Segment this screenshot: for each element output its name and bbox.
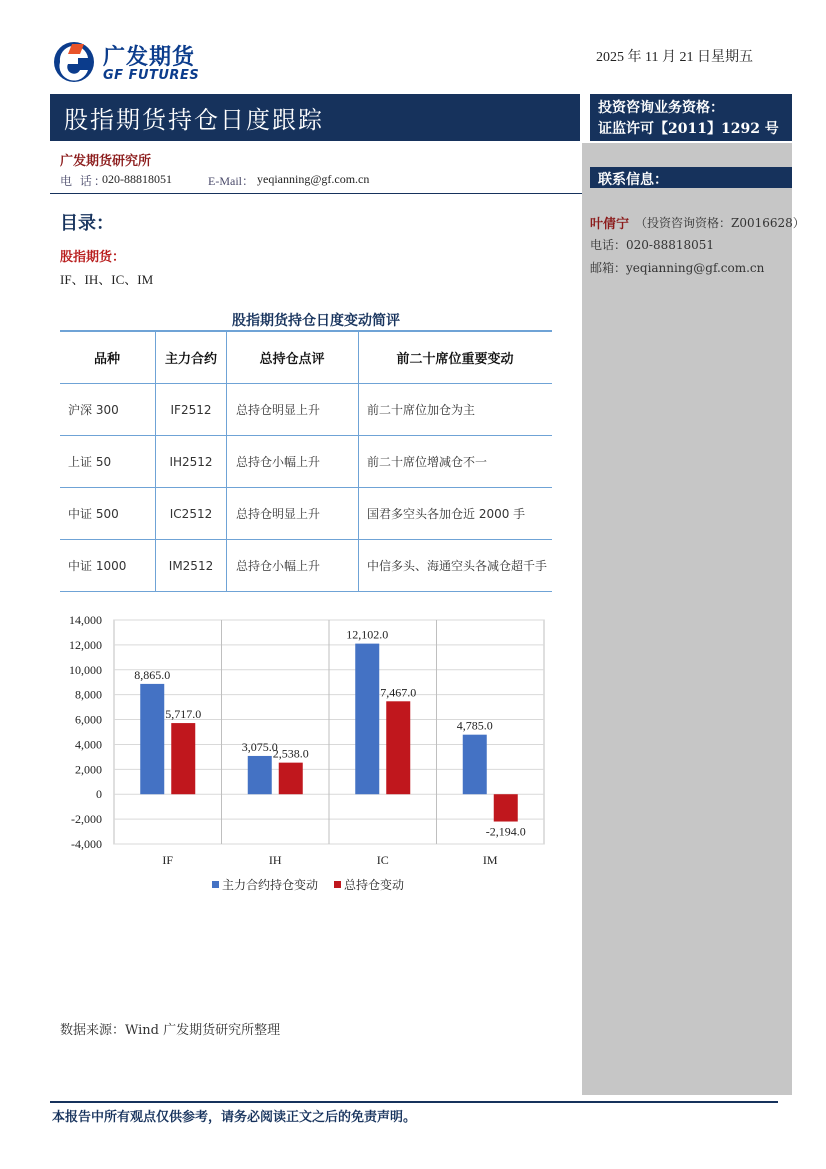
footer-divider [50, 1101, 778, 1103]
data-label: 5,717.0 [165, 707, 202, 722]
cell-variety: 中证 500 [60, 488, 156, 540]
bar-main-contract [463, 735, 487, 795]
y-tick-label: 4,000 [75, 737, 102, 752]
header-top20: 前二十席位重要变动 [359, 331, 553, 384]
y-tick-label: 8,000 [75, 687, 102, 702]
cell-contract: IF2512 [156, 384, 227, 436]
toc-title: 目录： [60, 213, 114, 234]
header-total-comment: 总持仓点评 [227, 331, 359, 384]
cell-total-comment: 总持仓明显上升 [227, 488, 359, 540]
cell-total-comment: 总持仓明显上升 [227, 384, 359, 436]
toc-section[interactable]: 股指期货： [60, 250, 126, 265]
data-label: 8,865.0 [134, 667, 171, 682]
data-source: 数据来源：Wind 广发期货研究所整理 [60, 1023, 281, 1038]
x-tick-label: IM [482, 853, 498, 867]
org-name: 广发期货研究所 [60, 154, 152, 169]
report-title: 股指期货持仓日度跟踪 [64, 106, 324, 134]
data-label: 12,102.0 [346, 627, 389, 642]
analyst-email[interactable]: 邮箱：yeqianning@gf.com.cn [590, 261, 765, 275]
data-label: 4,785.0 [456, 718, 493, 733]
contact-title: 联系信息： [598, 172, 668, 188]
table-row [60, 436, 552, 488]
cell-top20: 前二十席位加仓为主 [359, 384, 553, 436]
table-row [60, 384, 552, 436]
qualification-title: 投资咨询业务资格： [598, 100, 724, 116]
y-tick-label: 12,000 [69, 637, 102, 652]
y-tick-label: -4,000 [71, 837, 102, 851]
report-date: 2025 年 11 月 21 日星期五 [596, 50, 753, 65]
y-tick-label: -2,000 [71, 812, 102, 827]
table-header-row [60, 331, 552, 384]
qualification-license: 证监许可【2011】1292 号 [598, 121, 779, 137]
brand-name-cn: 广发期货 [103, 45, 196, 70]
gf-logo-icon [50, 40, 98, 84]
cell-top20: 前二十席位增减仓不一 [359, 436, 553, 488]
email-label: E-Mail： [208, 174, 254, 188]
disclaimer[interactable]: 本报告中所有观点仅供参考，请务必阅读正文之后的免责声明。 [52, 1110, 417, 1125]
cell-total-comment: 总持仓小幅上升 [227, 540, 359, 592]
header-contract: 主力合约 [156, 331, 227, 384]
y-tick-label: 0 [96, 787, 102, 802]
cell-contract: IC2512 [156, 488, 227, 540]
toc-items[interactable]: IF、IH、IC、IM [60, 272, 154, 287]
analyst-cert: （投资咨询资格：Z0016628） [635, 216, 805, 230]
cell-variety: 中证 1000 [60, 540, 156, 592]
header-variety: 品种 [60, 331, 156, 384]
legend-swatch [212, 881, 219, 888]
x-tick-label: IF [162, 853, 174, 867]
y-tick-label: 14,000 [69, 613, 102, 627]
cell-variety: 上证 50 [60, 436, 156, 488]
brand-name-en: GF FUTURES [103, 68, 200, 83]
phone-label: 电 话： [60, 174, 108, 188]
legend-swatch [334, 881, 341, 888]
summary-table [60, 330, 552, 592]
bar-total [494, 794, 518, 821]
data-label: -2,194.0 [485, 824, 526, 839]
data-label: 7,467.0 [380, 685, 417, 700]
table-row [60, 488, 552, 540]
analyst-name: 叶倩宁 [590, 217, 630, 232]
legend-label: 总持仓变动 [344, 878, 405, 892]
bar-total [386, 701, 410, 794]
cell-contract: IH2512 [156, 436, 227, 488]
x-tick-label: IH [268, 853, 282, 867]
x-tick-label: IC [376, 853, 389, 867]
y-tick-label: 10,000 [69, 662, 102, 677]
cell-top20: 中信多头、海通空头各减仓超千手 [359, 540, 553, 592]
position-change-chart [50, 605, 560, 905]
table-title: 股指期货持仓日度变动简评 [232, 313, 400, 329]
header-divider [50, 193, 582, 194]
bar-total [279, 763, 303, 795]
bar-main-contract [355, 644, 379, 795]
phone-value: 020-88818051 [102, 172, 172, 186]
y-tick-label: 2,000 [75, 762, 102, 777]
y-tick-label: 6,000 [75, 712, 102, 727]
legend-label: 主力合约持仓变动 [222, 878, 319, 892]
data-label: 2,538.0 [272, 746, 309, 761]
sidebar-panel [582, 143, 792, 1095]
table-row [60, 540, 552, 592]
bar-total [171, 723, 195, 794]
email-value[interactable]: yeqianning@gf.com.cn [257, 172, 370, 186]
cell-contract: IM2512 [156, 540, 227, 592]
analyst-phone: 电话：020-88818051 [590, 238, 715, 252]
cell-total-comment: 总持仓小幅上升 [227, 436, 359, 488]
data-label: 3,075.0 [241, 739, 278, 754]
cell-variety: 沪深 300 [60, 384, 156, 436]
cell-top20: 国君多空头各加仓近 2000 手 [359, 488, 553, 540]
bar-main-contract [140, 684, 164, 794]
bar-main-contract [248, 756, 272, 794]
